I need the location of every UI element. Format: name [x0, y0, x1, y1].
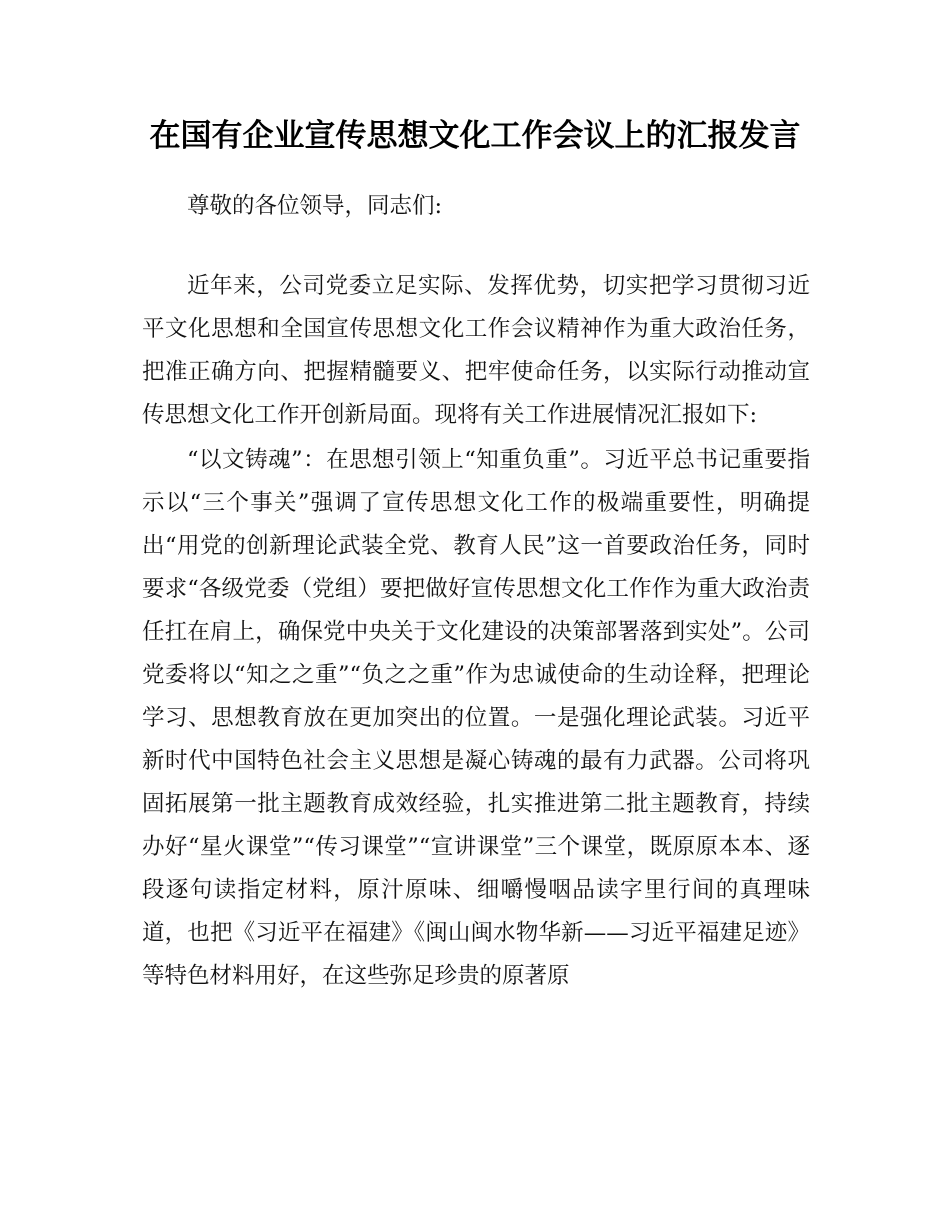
paragraph-section-1: “以文铸魂”：在思想引领上“知重负重”。习近平总书记重要指示以“三个事关”强调了宣传思想文化工作的极端重要性，明确提出“用党的创新理论武装全党、教育人民”这一首要政治任务，同时要求“各级党委（党组）要把做好宣传思想文化工作作为重大政治责任扛在肩上，确保党中央关于文化建设的决策部署落到实处”。公司党委将以“知之之重”“负之之重”作为忠诚使命的生动诠释，把理论学习、思想教育放在更加突出的位置。一是强化理论武装。习近平新时代中国特色社会主义思想是凝心铸魂的最有力武器。公司将巩固拓展第一批主题教育成效经验，扎实推进第二批主题教育，持续办好“星火课堂”“传习课堂”“宣讲课堂”三个课堂，既原原本本、逐段逐句读指定材料，原汁原味、细嚼慢咽品读字里行间的真理味道，也把《习近平在福建》《闽山闽水物华新——习近平福建足迹》等特色材料用好，在这些弥足珍贵的原著原	[142, 447, 810, 989]
paragraph-intro: 近年来，公司党委立足实际、发挥优势，切实把学习贯彻习近平文化思想和全国宣传思想文化工作会议精神作为重大政治任务，把准正确方向、把握精髓要义、把牢使命任务，以实际行动推动宣传思想文化工作开创新局面。现将有关工作进展情况汇报如下:	[142, 273, 810, 428]
greeting-line: 尊敬的各位领导，同志们:	[187, 193, 443, 219]
document-body	[142, 265, 810, 998]
document-title: 在国有企业宣传思想文化工作会议上的汇报发言	[149, 118, 801, 154]
greeting-block	[142, 185, 810, 228]
